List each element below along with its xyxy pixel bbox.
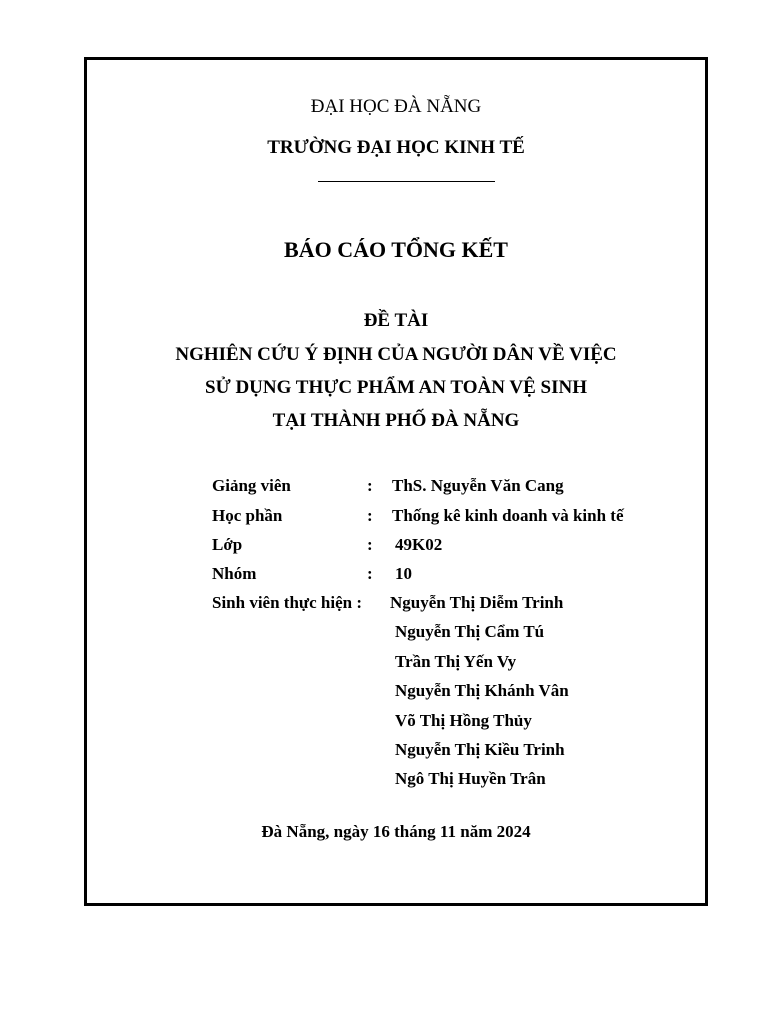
- class-value: 49K02: [395, 535, 443, 554]
- class-label: Lớp: [212, 535, 243, 554]
- lecturer-colon: :: [367, 476, 373, 495]
- student-name: Nguyễn Thị Cẩm Tú: [395, 622, 545, 641]
- student-name: Trần Thị Yến Vy: [395, 652, 517, 671]
- header-divider: [318, 181, 495, 182]
- lecturer-value: ThS. Nguyễn Văn Cang: [392, 476, 564, 495]
- course-colon: :: [367, 506, 373, 525]
- student-name: Nguyễn Thị Khánh Vân: [395, 681, 569, 700]
- school-name: TRƯỜNG ĐẠI HỌC KINH TẾ: [267, 137, 525, 158]
- students-label: Sinh viên thực hiện :: [212, 593, 363, 612]
- class-colon: :: [367, 535, 373, 554]
- topic-title-line: TẠI THÀNH PHỐ ĐÀ NẴNG: [272, 410, 520, 431]
- topic-title-line: NGHIÊN CỨU Ý ĐỊNH CỦA NGƯỜI DÂN VỀ VIỆC: [175, 344, 617, 365]
- lecturer-label: Giảng viên: [212, 476, 291, 495]
- student-name: Nguyễn Thị Kiều Trinh: [395, 740, 565, 759]
- cover-page-border: [84, 57, 708, 906]
- group-colon: :: [367, 564, 373, 583]
- course-label: Học phần: [212, 506, 283, 525]
- report-title: BÁO CÁO TỔNG KẾT: [284, 237, 508, 262]
- student-name: Ngô Thị Huyền Trân: [395, 769, 546, 788]
- course-value: Thống kê kinh doanh và kinh tế: [392, 506, 624, 525]
- group-value: 10: [395, 564, 412, 583]
- topic-title-line: SỬ DỤNG THỰC PHẨM AN TOÀN VỆ SINH: [205, 377, 587, 398]
- student-name: Nguyễn Thị Diễm Trinh: [390, 593, 564, 612]
- topic-label: ĐỀ TÀI: [363, 310, 429, 331]
- university-name: ĐẠI HỌC ĐÀ NẴNG: [310, 96, 482, 117]
- place-and-date: Đà Nẵng, ngày 16 tháng 11 năm 2024: [261, 822, 531, 841]
- group-label: Nhóm: [212, 564, 257, 583]
- student-name: Võ Thị Hồng Thủy: [395, 711, 532, 730]
